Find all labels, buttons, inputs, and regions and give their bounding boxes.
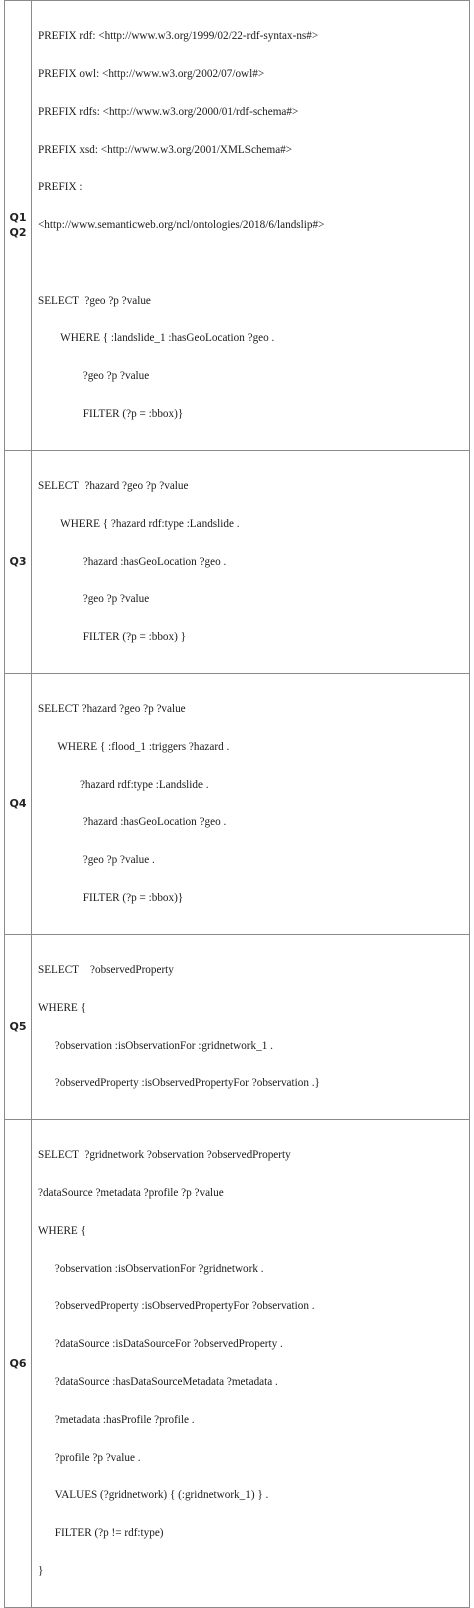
code-line: WHERE { :landslide_1 :hasGeoLocation ?geo . [38, 332, 275, 345]
query-label-cell [5, 934, 32, 1119]
query-table [4, 0, 470, 1608]
code-line: ?profile ?p ?value . [38, 1451, 141, 1464]
query-label: Q3 [9, 555, 27, 569]
code-line: SELECT ?observedProperty [38, 963, 174, 976]
code-line: FILTER (?p != rdf:type) [38, 1527, 164, 1540]
code-line: VALUES (?gridnetwork) { (:gridnetwork_1) } . [38, 1489, 269, 1502]
code-line: ?observedProperty :isObservedPropertyFor ?observation . [38, 1300, 315, 1313]
code-line: WHERE { [38, 1001, 86, 1014]
code-line: PREFIX : [38, 181, 83, 194]
code-line [38, 257, 469, 270]
query-label: Q5 [9, 1020, 27, 1034]
table-row [5, 934, 470, 1119]
query-label-cell [5, 450, 32, 673]
query-code [32, 1, 470, 451]
query-code [32, 450, 470, 673]
query-label-cell [5, 673, 32, 934]
code-line: ?dataSource :hasDataSourceMetadata ?metadata . [38, 1375, 278, 1388]
code-line: SELECT ?hazard ?geo ?p ?value [38, 479, 189, 492]
table-row [5, 1120, 470, 1608]
code-line: ?dataSource :isDataSourceFor ?observedProperty . [38, 1338, 283, 1351]
table-row [5, 673, 470, 934]
code-line: ?observation :isObservationFor :gridnetwork_1 . [38, 1039, 273, 1052]
code-line: SELECT ?geo ?p ?value [38, 294, 151, 307]
code-line: ?geo ?p ?value [38, 593, 150, 606]
query-code [32, 934, 470, 1119]
code-line: <http://www.semanticweb.org/ncl/ontologies/2018/6/landslip#> [38, 219, 325, 232]
code-line: ?hazard :hasGeoLocation ?geo . [38, 555, 227, 568]
query-label: Q1 [9, 211, 27, 225]
query-code [32, 673, 470, 934]
code-line: PREFIX rdf: <http://www.w3.org/1999/02/22-rdf-syntax-ns#> [38, 30, 319, 43]
code-line: FILTER (?p = :bbox)} [38, 891, 184, 904]
code-line: } [38, 1564, 44, 1577]
table-row [5, 1, 470, 451]
code-line: ?dataSource ?metadata ?profile ?p ?value [38, 1187, 224, 1200]
code-line: ?metadata :hasProfile ?profile . [38, 1413, 195, 1426]
code-line: FILTER (?p = :bbox) } [38, 631, 186, 644]
code-line: WHERE { [38, 1224, 86, 1237]
code-line: ?geo ?p ?value . [38, 854, 155, 867]
code-line: PREFIX rdfs: <http://www.w3.org/2000/01/rdf-schema#> [38, 105, 299, 118]
query-label: Q2 [9, 226, 27, 240]
code-line: SELECT ?hazard ?geo ?p ?value [38, 703, 186, 716]
query-label: Q4 [9, 797, 27, 811]
code-line: FILTER (?p = :bbox)} [38, 408, 184, 420]
code-line: WHERE { :flood_1 :triggers ?hazard . [38, 740, 230, 753]
query-code [32, 1120, 470, 1608]
code-line: ?geo ?p ?value [38, 370, 150, 383]
query-label-cell [5, 1120, 32, 1608]
query-label: Q6 [9, 1356, 27, 1370]
code-line: ?observation :isObservationFor ?gridnetwork . [38, 1262, 264, 1275]
code-line: WHERE { ?hazard rdf:type :Landslide . [38, 517, 240, 530]
code-line: SELECT ?gridnetwork ?observation ?observedProperty [38, 1149, 291, 1162]
code-line: ?hazard rdf:type :Landslide . [38, 778, 209, 791]
code-line: PREFIX xsd: <http://www.w3.org/2001/XMLSchema#> [38, 143, 293, 156]
code-line: PREFIX owl: <http://www.w3.org/2002/07/owl#> [38, 67, 265, 80]
query-label-cell [5, 1, 32, 451]
table-row [5, 450, 470, 673]
code-line: ?hazard :hasGeoLocation ?geo . [38, 816, 227, 829]
code-line: ?observedProperty :isObservedPropertyFor ?observation .} [38, 1077, 320, 1090]
